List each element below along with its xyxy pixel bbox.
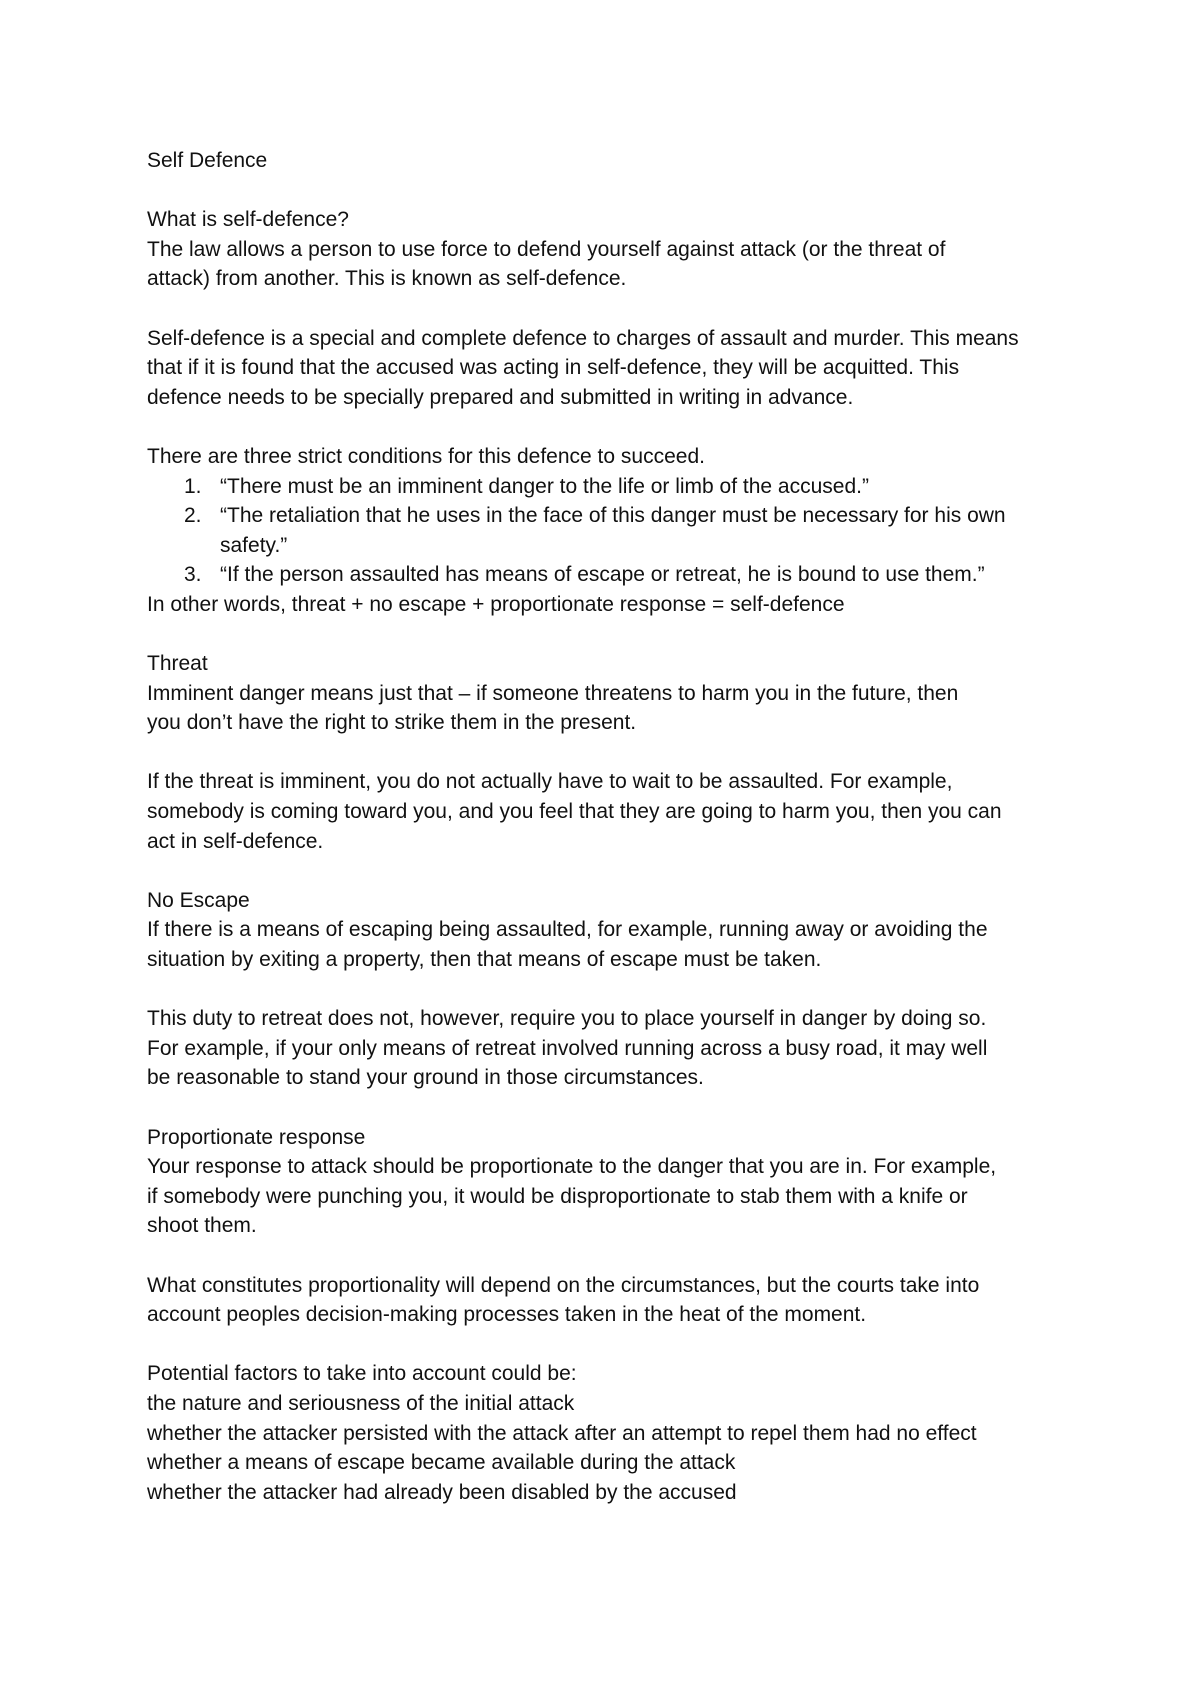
paragraph-line: act in self-defence. bbox=[147, 829, 324, 853]
paragraph-line: if somebody were punching you, it would be disproportionate to stab them with a knife or bbox=[147, 1184, 968, 1208]
paragraph-line: This duty to retreat does not, however, require you to place yourself in danger by doing so. bbox=[147, 1007, 987, 1031]
conditions-intro: There are three strict conditions for this defence to succeed. bbox=[147, 444, 705, 468]
section-heading-what: What is self-defence? bbox=[147, 208, 349, 232]
factors-intro: Potential factors to take into account could be: bbox=[147, 1362, 577, 1386]
paragraph-line: that if it is found that the accused was acting in self-defence, they will be acquitted. This bbox=[147, 356, 960, 380]
paragraph-line: account peoples decision-making processes taken in the heat of the moment. bbox=[147, 1303, 867, 1327]
spacer bbox=[147, 738, 1077, 768]
section-heading-proportionate: Proportionate response bbox=[147, 1125, 366, 1149]
condition-item bbox=[147, 560, 1077, 590]
paragraph-line: defence needs to be specially prepared and submitted in writing in advance. bbox=[147, 385, 854, 409]
paragraph-line: be reasonable to stand your ground in those circumstances. bbox=[147, 1066, 704, 1090]
condition-text: “If the person assaulted has means of escape or retreat, he is bound to use them.” bbox=[220, 563, 985, 587]
condition-item bbox=[147, 472, 1077, 502]
document-body bbox=[147, 146, 1077, 1507]
paragraph-line: situation by exiting a property, then that means of escape must be taken. bbox=[147, 948, 822, 972]
factor-item: the nature and seriousness of the initial attack bbox=[147, 1391, 575, 1415]
spacer bbox=[147, 412, 1077, 442]
condition-text: safety.” bbox=[220, 533, 288, 557]
paragraph-line: If there is a means of escaping being assaulted, for example, running away or avoiding the bbox=[147, 918, 988, 942]
conditions-list bbox=[147, 472, 1077, 590]
spacer bbox=[147, 1241, 1077, 1271]
paragraph-line: The law allows a person to use force to defend yourself against attack (or the threat of bbox=[147, 237, 946, 261]
spacer bbox=[147, 856, 1077, 886]
condition-text: “There must be an imminent danger to the life or limb of the accused.” bbox=[220, 474, 869, 498]
document-title: Self Defence bbox=[147, 149, 268, 172]
paragraph-line: If the threat is imminent, you do not actually have to wait to be assaulted. For example, bbox=[147, 770, 953, 794]
spacer bbox=[147, 1330, 1077, 1360]
section-heading-threat: Threat bbox=[147, 652, 208, 676]
paragraph-line: What constitutes proportionality will depend on the circumstances, but the courts take into bbox=[147, 1273, 980, 1297]
factor-item: whether the attacker persisted with the attack after an attempt to repel them had no effect bbox=[147, 1421, 977, 1445]
spacer bbox=[147, 176, 1077, 206]
paragraph-line: Self-defence is a special and complete defence to charges of assault and murder. This means bbox=[147, 326, 1019, 350]
condition-number: 3. bbox=[184, 563, 202, 587]
paragraph-line: you don’t have the right to strike them in the present. bbox=[147, 711, 637, 735]
spacer bbox=[147, 975, 1077, 1005]
paragraph-line: attack) from another. This is known as self-defence. bbox=[147, 267, 627, 291]
spacer bbox=[147, 1093, 1077, 1123]
condition-item bbox=[147, 501, 1077, 560]
paragraph-line: shoot them. bbox=[147, 1214, 257, 1238]
paragraph-line: For example, if your only means of retreat involved running across a busy road, it may well bbox=[147, 1036, 988, 1060]
condition-number: 1. bbox=[184, 474, 202, 498]
paragraph-line: Your response to attack should be proportionate to the danger that you are in. For example, bbox=[147, 1155, 997, 1179]
condition-number: 2. bbox=[184, 504, 202, 528]
paragraph-line: Imminent danger means just that – if someone threatens to harm you in the future, then bbox=[147, 681, 959, 705]
section-heading-no-escape: No Escape bbox=[147, 888, 250, 912]
factor-item: whether the attacker had already been disabled by the accused bbox=[147, 1480, 737, 1504]
paragraph-line: somebody is coming toward you, and you feel that they are going to harm you, then you can bbox=[147, 800, 1002, 824]
conditions-summary: In other words, threat + no escape + proportionate response = self-defence bbox=[147, 592, 845, 616]
condition-text: “The retaliation that he uses in the face of this danger must be necessary for his own bbox=[220, 504, 1006, 528]
spacer bbox=[147, 294, 1077, 324]
spacer bbox=[147, 620, 1077, 650]
factor-item: whether a means of escape became available during the attack bbox=[147, 1451, 736, 1475]
